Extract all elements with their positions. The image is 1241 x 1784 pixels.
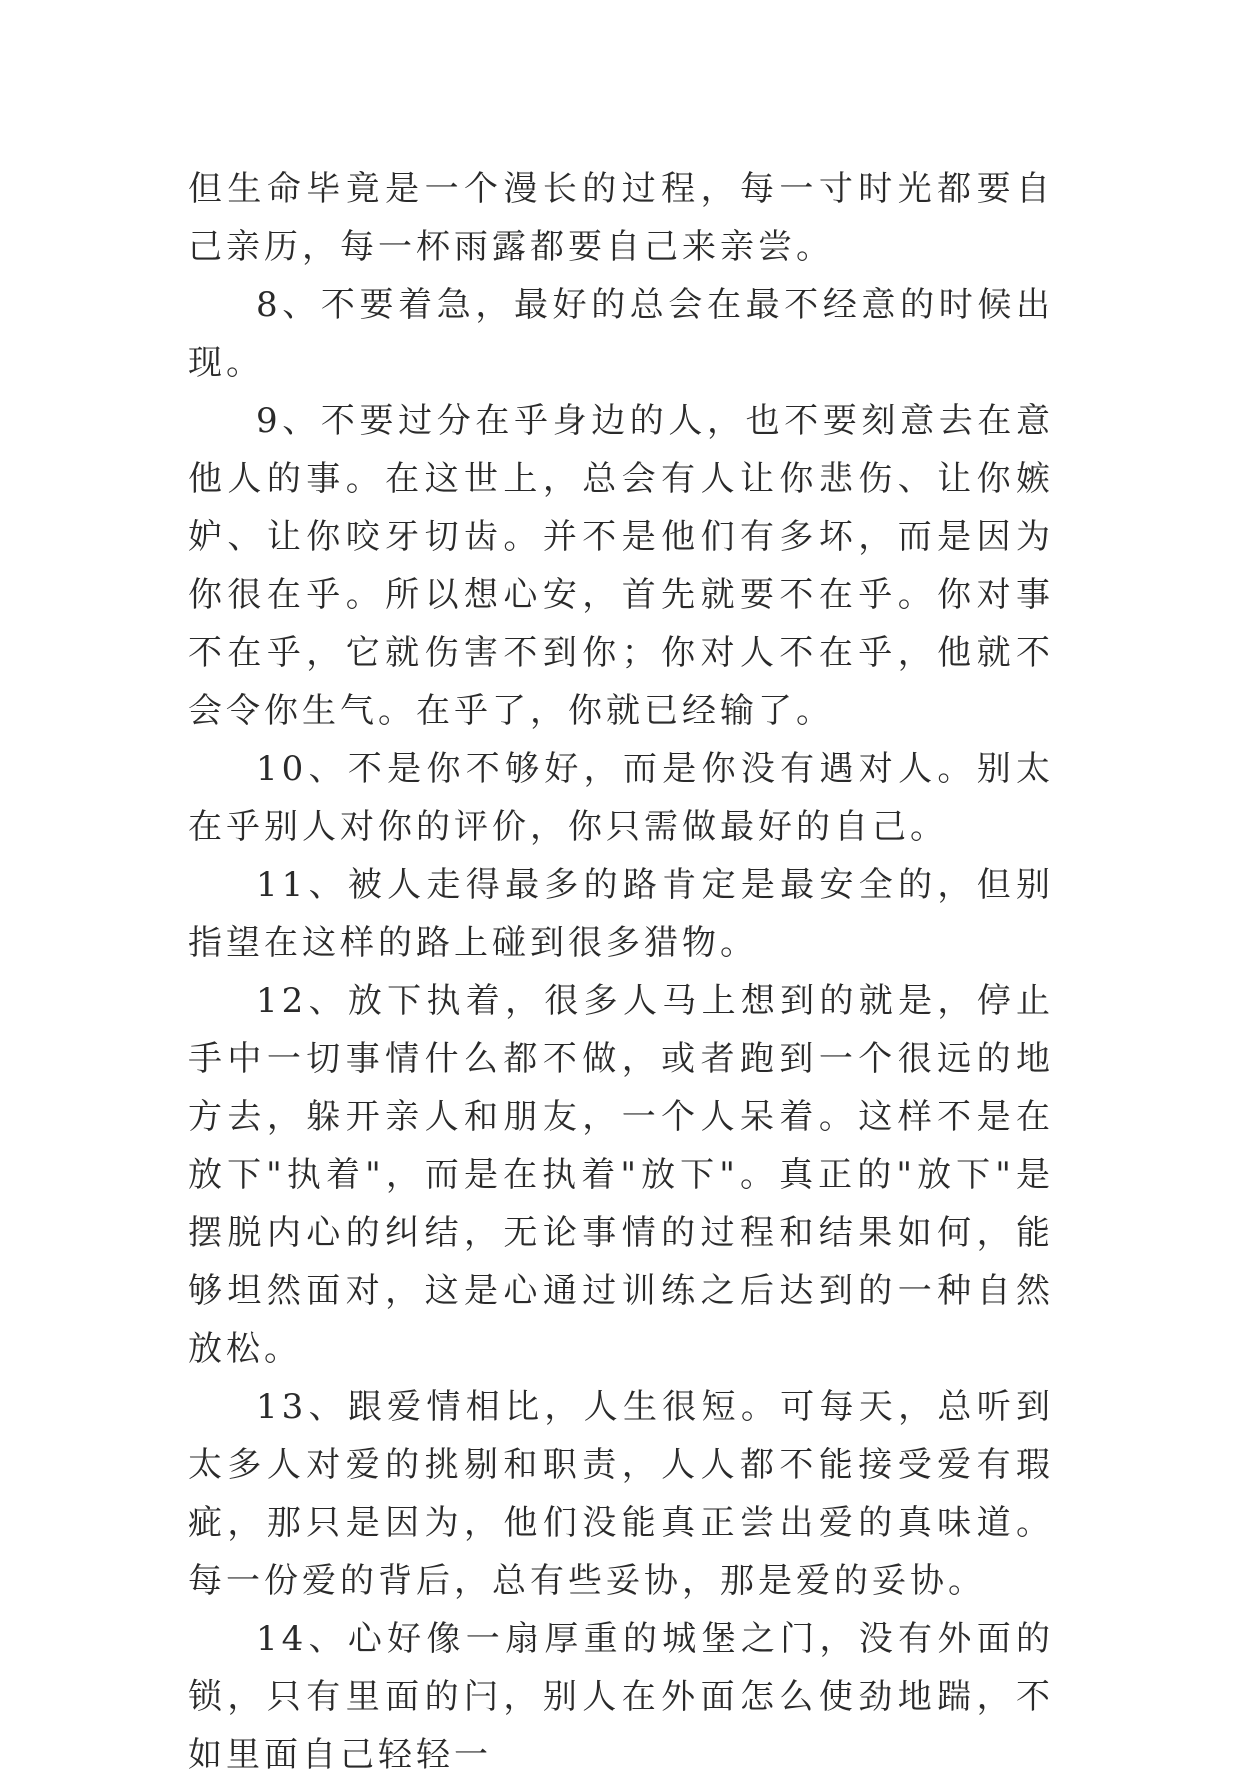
paragraph-8: 8、不要着急，最好的总会在最不经意的时候出现。 — [188, 285, 1054, 383]
paragraph-continued: 但生命毕竟是一个漫长的过程，每一寸时光都要自己亲历，每一杯雨露都要自己来亲尝。 — [188, 169, 1054, 267]
document-body — [188, 160, 1054, 1784]
paragraph-12: 12、放下执着，很多人马上想到的就是，停止手中一切事情什么都不做，或者跑到一个很远的地方去，躲开亲人和朋友，一个人呆着。这样不是在放下"执着"，而是在执着"放下"。真正的"放下"是摆脱内心的纠结，无论事情的过程和结果如何，能够坦然面对，这是心通过训练之后达到的一种自然放松。 — [188, 981, 1054, 1369]
paragraph-11: 11、被人走得最多的路肯定是最安全的，但别指望在这样的路上碰到很多猎物。 — [188, 865, 1054, 963]
paragraph-13: 13、跟爱情相比，人生很短。可每天，总听到太多人对爱的挑剔和职责，人人都不能接受爱有瑕疵，那只是因为，他们没能真正尝出爱的真味道。每一份爱的背后，总有些妥协，那是爱的妥协。 — [188, 1387, 1054, 1601]
paragraph-14: 14、心好像一扇厚重的城堡之门，没有外面的锁，只有里面的闩，别人在外面怎么使劲地踹，不如里面自己轻轻一 — [188, 1619, 1054, 1775]
paragraph-10: 10、不是你不够好，而是你没有遇对人。别太在乎别人对你的评价，你只需做最好的自己。 — [188, 749, 1054, 847]
paragraph-9: 9、不要过分在乎身边的人，也不要刻意去在意他人的事。在这世上，总会有人让你悲伤、让你嫉妒、让你咬牙切齿。并不是他们有多坏，而是因为你很在乎。所以想心安，首先就要不在乎。你对事不在乎，它就伤害不到你；你对人不在乎，他就不会令你生气。在乎了，你就已经输了。 — [188, 401, 1054, 731]
